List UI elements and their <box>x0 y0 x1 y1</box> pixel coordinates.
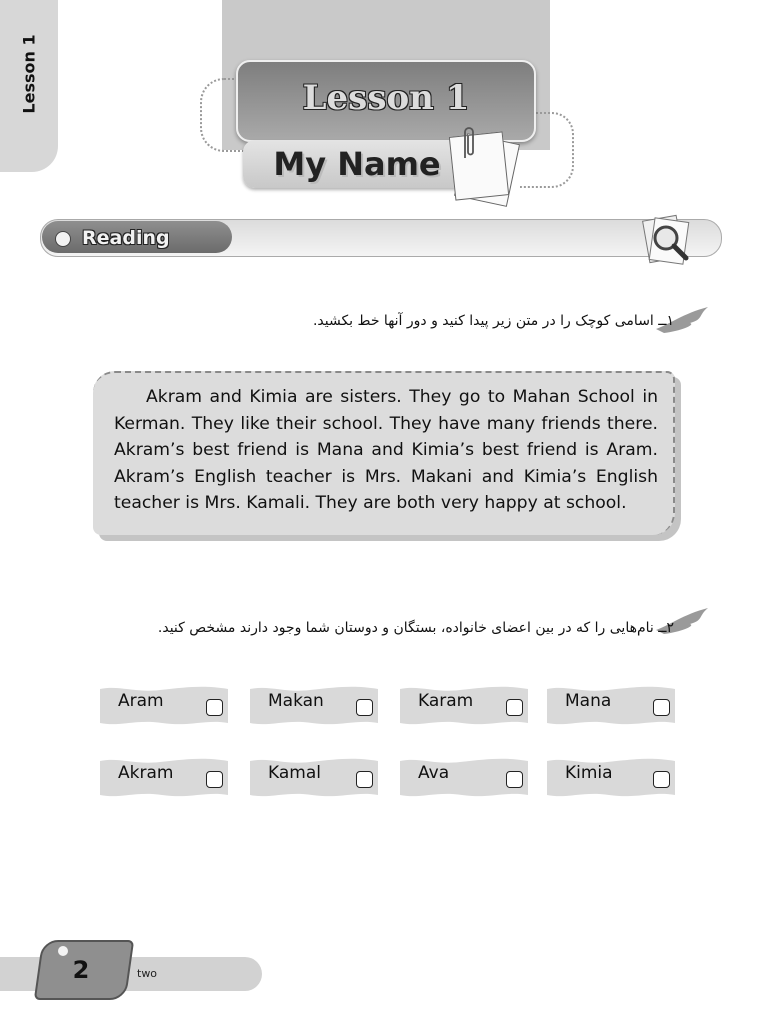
page-tab-dot-icon <box>58 946 68 956</box>
name-label: Kimia <box>565 763 613 783</box>
page-title: My Name <box>273 145 441 183</box>
name-card <box>100 685 228 727</box>
lesson-title: Lesson 1 <box>302 78 470 118</box>
name-card <box>100 757 228 799</box>
instruction-2-text: نام‌هایی را که در بین اعضای خانواده، بستگان و دوستان شما وجود دارند مشخص کنید. <box>157 620 654 636</box>
name-label: Aram <box>118 691 164 711</box>
name-label: Mana <box>565 691 612 711</box>
instruction-1-text: اسامی کوچک را در متن زیر پیدا کنید و دور آنها خط بکشید. <box>312 313 654 329</box>
checkbox-icon[interactable] <box>356 699 373 716</box>
checkbox-icon[interactable] <box>206 771 223 788</box>
name-card <box>250 685 378 727</box>
page-number: 2 <box>72 956 90 984</box>
section-heading: Reading <box>82 227 170 249</box>
reading-passage <box>114 384 658 517</box>
side-lesson-tab <box>0 0 58 172</box>
passage-paragraph: Akram and Kimia are sisters. They go to Mahan School in Kerman. They like their school. They have many friends there. Akram’s best friend is Mana and Kimia’s best friend is Aram. Akram’s English teacher is Mrs. Makani and Kimia’s English teacher is Mrs. Kamali. They are both very happy at school. <box>114 387 658 513</box>
name-card <box>547 685 675 727</box>
name-label: Karam <box>418 691 474 711</box>
name-card <box>400 757 528 799</box>
name-card <box>400 685 528 727</box>
side-tab-label: Lesson 1 <box>19 34 39 114</box>
checkbox-icon[interactable] <box>506 699 523 716</box>
instruction-2 <box>158 620 674 636</box>
name-card <box>250 757 378 799</box>
instruction-1-number: ۱ــ <box>658 313 674 329</box>
name-card <box>547 757 675 799</box>
bullet-dot-icon <box>55 231 71 247</box>
name-label: Makan <box>268 691 324 711</box>
name-label: Kamal <box>268 763 321 783</box>
paper-clip-icon <box>460 124 478 160</box>
name-label: Ava <box>418 763 450 783</box>
instruction-1 <box>313 313 674 329</box>
checkbox-icon[interactable] <box>653 771 670 788</box>
note-paper-icon-front <box>449 131 509 200</box>
instruction-2-number: ۲ــ <box>658 620 674 636</box>
page-number-word: two <box>137 967 158 980</box>
checkbox-icon[interactable] <box>356 771 373 788</box>
subtitle-box <box>243 140 471 188</box>
lesson-title-box <box>236 60 536 142</box>
magnifier-papers-icon <box>636 210 696 270</box>
checkbox-icon[interactable] <box>206 699 223 716</box>
name-label: Akram <box>118 763 174 783</box>
checkbox-icon[interactable] <box>506 771 523 788</box>
checkbox-icon[interactable] <box>653 699 670 716</box>
